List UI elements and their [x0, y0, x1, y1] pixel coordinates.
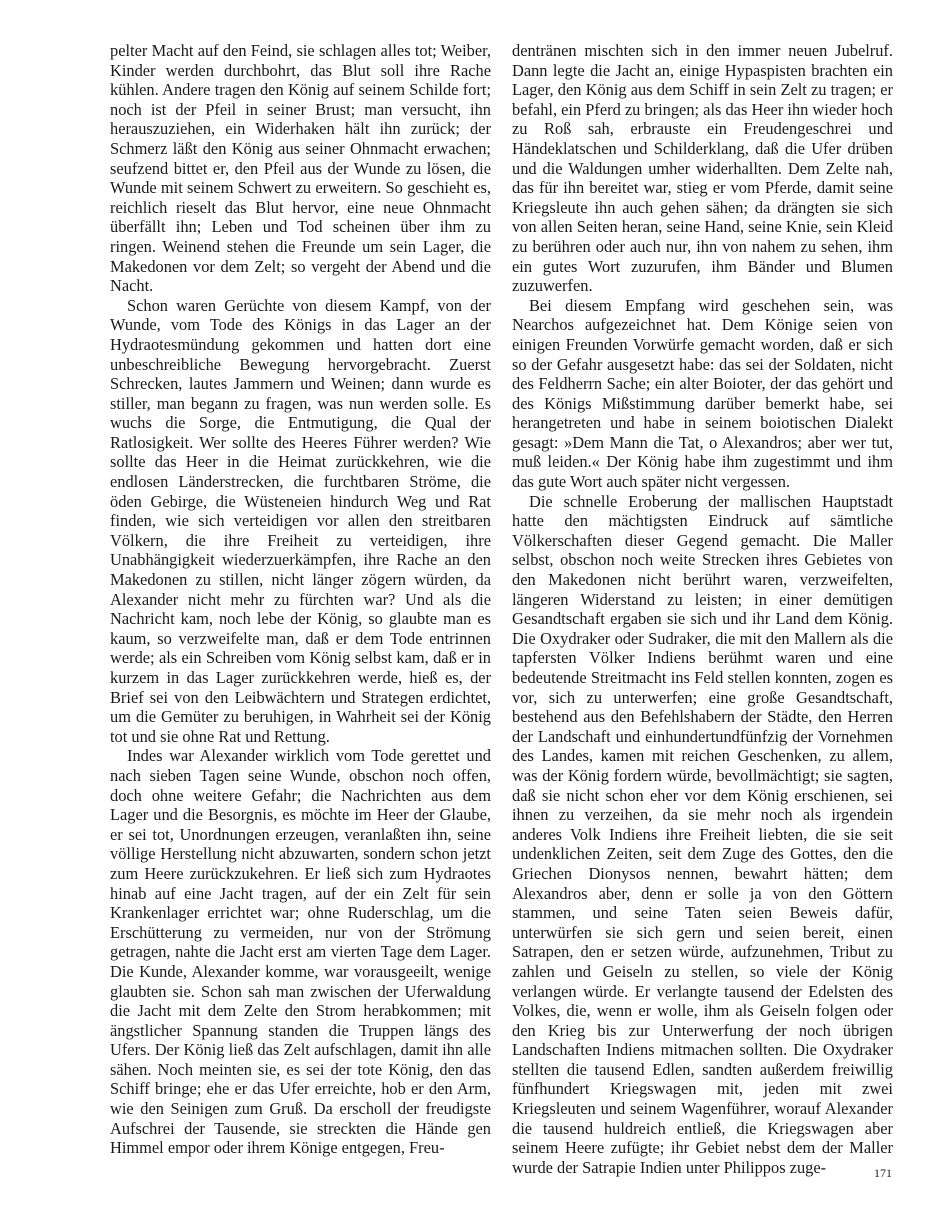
page-number: 171 [874, 1166, 892, 1180]
paragraph: Schon waren Gerüchte von diesem Kampf, von der Wunde, vom Tode des Königs in das Lager an der Hydraotesmündung gekommen und hatten dort eine unbeschreibliche Bewegung hervorgebracht. Zuerst Schrecken, lautes Jammern und Weinen; dann wurde es stiller, man begann zu fragen, was nun werden solle. Es wuchs die Sorge, die Entmutigung, die Qual der Ratlosigkeit. Wer sollte des Heeres Führer werden? Wie sollte das Heer in die Heimat zurückkehren, wie die endlosen Länderstrecken, die furchtbaren Ströme, die öden Gebirge, die Wüsteneien hindurch Weg und Rat finden, wie sich verteidigen vor allen den streitbaren Völkern, die ihre Freiheit zu verteidigen, ihre Unabhängigkeit wiederzuerkämpfen, ihre Rache an den Makedonen zu stillen, nicht länger zögern würden, da Alexander nicht mehr zu fürchten war? Und als die Nachricht kam, noch lebe der König, so glaubte man es kaum, so verzweifelte man, daß er dem Tode entrinnen werde; als ein Schreiben vom König selbst kam, daß er in kurzem in das Lager zurückkehren werde, hieß es, der Brief sei von den Leibwächtern und Strategen erdichtet, um die Gemüter zu beruhigen, in Wahrheit sei der König tot und sie ohne Rat und Rettung. [110, 295, 491, 746]
right-text-column [512, 41, 893, 1177]
paragraph: pelter Macht auf den Feind, sie schlagen alles tot; Weiber, Kinder werden durchbohrt, das Blut soll ihre Rache kühlen. Andere tragen den König auf seinem Schilde fort; noch ist der Pfeil in seiner Brust; man versucht, ihn herauszuziehen, ein Widerhaken hält ihn zurück; der Schmerz läßt den König aus seiner Ohnmacht erwachen; seufzend bittet er, den Pfeil aus der Wunde zu lösen, die Wunde mit seinem Schwert zu erweitern. So geschieht es, reichlich rieselt das Blut hervor, eine neue Ohnmacht überfällt ihn; Leben und Tod scheinen über ihm zu ringen. Weinend stehen die Freunde um sein Lager, die Makedonen vor dem Zelt; so vergeht der Abend und die Nacht. [110, 41, 491, 296]
paragraph: dentränen mischten sich in den immer neuen Jubelruf. Dann legte die Jacht an, einige Hypaspisten brachten ein Lager, den König aus dem Schiff in sein Zelt zu tragen; er befahl, ein Pferd zu bringen; als das Heer ihn wieder hoch zu Roß sah, erbrauste ein Freudengeschrei und Händeklatschen und Schilderklang, daß die Ufer drüben und die Waldungen umher widerhallten. Dem Zelte nah, das für ihn bereitet war, stieg er vom Pferde, damit seine Kriegsleute ihn auch gehen sähen; da drängten sie sich von allen Seiten heran, seine Hand, seine Knie, sein Kleid zu berühren oder auch nur, ihn von nahem zu sehen, ihm ein gutes Wort zuzurufen, ihm Bänder und Blumen zuzuwerfen. [512, 41, 893, 296]
paragraph: Indes war Alexander wirklich vom Tode gerettet und nach sieben Tagen seine Wunde, obschon noch offen, doch ohne weitere Gefahr; die Nachrichten aus dem Lager und die Besorgnis, es möchte im Heer der Glaube, er sei tot, Unordnungen erzeugen, veranlaßten ihn, seine völlige Herstellung nicht abzuwarten, sondern schon jetzt zum Heere zurückzukehren. Er ließ sich zum Hydraotes hinab auf eine Jacht tragen, auf der ein Zelt für sein Krankenlager errichtet war; ohne Ruderschlag, um die Erschütterung zu vermeiden, nur von der Strömung getragen, nahte die Jacht erst am vierten Tage dem Lager. Die Kunde, Alexander komme, war vorausgeeilt, wenige glaubten sie. Schon sah man zwischen der Uferwaldung die Jacht mit dem Zelte den Strom herabkommen; mit ängstlicher Spannung standen die Truppen längs des Ufers. Der König ließ das Zelt aufschlagen, damit ihn alle sähen. Noch meinten sie, es sei der tote König, den das Schiff bringe; ehe er das Ufer erreichte, hob er den Arm, wie den Seinigen zum Gruß. Da erscholl der freudigste Aufschrei der Tausende, sie streckten die Hände gen Himmel empor oder ihrem Könige entgegen, Freu- [110, 746, 491, 1158]
left-text-column [110, 41, 491, 1158]
paragraph: Bei diesem Empfang wird geschehen sein, was Nearchos aufgezeichnet hat. Dem Könige seien von einigen Freunden Vorwürfe gemacht worden, daß er sich so der Gefahr ausgesetzt habe: das sei der Soldaten, nicht des Feldherrn Sache; ein alter Boioter, der das gehört und des Königs Mißstimmung darüber bemerkt habe, sei herangetreten und habe in seinem boiotischen Dialekt gesagt: »Dem Mann die Tat, o Alexandros; aber wer tut, muß leiden.« Der König habe ihm zugestimmt und ihm das gute Wort auch später nicht vergessen. [512, 295, 893, 492]
paragraph: Die schnelle Eroberung der mallischen Hauptstadt hatte den mächtigsten Eindruck auf sämtliche Völkerschaften dieser Gegend gemacht. Die Maller selbst, obschon noch weite Strecken ihres Gebietes von den Makedonen nicht berührt waren, verzweifelten, längeren Widerstand zu leisten; in einer demütigen Gesandtschaft ergaben sie sich und ihr Land dem König. Die Oxydraker oder Sudraker, die mit den Mallern als die tapfersten Völker Indiens berühmt waren und eine bedeutende Streitmacht ins Feld stellen konnten, zogen es vor, sich zu unterwerfen; eine große Gesandtschaft, bestehend aus den Befehlshabern der Städte, den Herren der Landschaft und einhundertundfünfzig der Vornehmen des Landes, kamen mit reichen Geschenken, zu allem, was der König fordern würde, bevollmächtigt; sie sagten, daß sie nicht schon eher vor dem König erschienen, sei ihnen zu verzeihen, da sie mehr noch als irgendein anderes Volk Indiens ihre Freiheit liebten, die sie seit undenklichen Zeiten, seit dem Zuge des Gottes, den die Griechen Dionysos nennen, bewahrt hätten; dem Alexandros aber, denn er solle ja von den Göttern stammen, und seine Taten seien Beweis dafür, unterwürfen sie sich gern und seien bereit, einen Satrapen, den er setzen würde, aufzunehmen, Tribut zu zahlen und Geiseln zu stellen, so viele der König verlangen würde. Er verlangte tausend der Edelsten des Volkes, die, wenn er wolle, ihm als Geiseln folgen oder den Krieg bis zur Unterwerfung der noch übrigen Landschaften Indiens mitmachen sollten. Die Oxydraker stellten die tausend Edlen, sandten außerdem freiwillig fünfhundert Kriegswagen mit, jeden mit zwei Kriegsleuten und seinem Wagenführer, worauf Alexander die tausend huldreich entließ, die Kriegswagen aber seinem Heere zufügte; ihr Gebiet nebst dem der Maller wurde der Satrapie Indien unter Philippos zuge- [512, 491, 893, 1177]
